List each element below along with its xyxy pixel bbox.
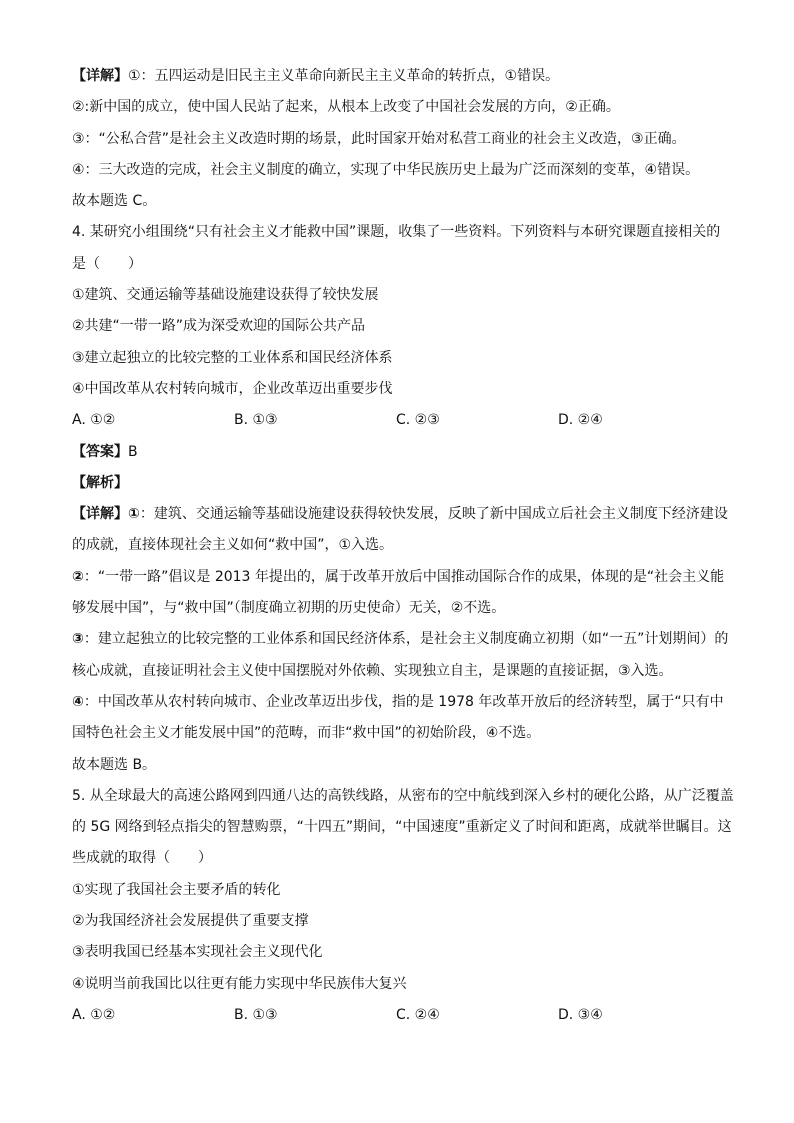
q5-option-c: C. ②④ xyxy=(396,1006,440,1023)
q5-item-2: ②为我国经济社会发展提供了重要支撑 xyxy=(72,913,309,930)
q4-detail-2-text: ：“一带一路”倡议是 2013 年提出的，属于改革开放后中国推动国际合作的成果，体现的是“社会主义能够发展中国”，与“救中国”（制度确立初期的历史使命）无关，②不选。 xyxy=(72,568,725,617)
q3-detail-line-2: ②:新中国的成立，使中国人民站了起来，从根本上改变了中国社会发展的方向，②正确。 xyxy=(72,99,620,116)
detail-tag: 【详解】 xyxy=(72,506,128,523)
answer-tag: 【答案】 xyxy=(72,443,128,460)
q5-stem: 5. 从全球最大的高速公路网到四通八达的高铁线路，从密布的空中航线到深入乡村的硬化公路，从广泛覆盖的 5G 网络到轻点指尖的智慧购票，“十四五”期间，“中国速度”重新定义了时间和距离，成就举世瞩目。这些成就的取得（ ） xyxy=(72,787,734,867)
q5-options xyxy=(72,1000,734,1031)
marker-4: ④ xyxy=(72,693,84,710)
q4-detail-3 xyxy=(72,624,734,687)
q4-detail-2 xyxy=(72,562,734,625)
q5-item-3: ③表明我国已经基本实现社会主义现代化 xyxy=(72,944,323,961)
q4-answer xyxy=(72,437,734,468)
marker-3: ③ xyxy=(72,631,84,648)
answer-value: B xyxy=(128,443,138,460)
q5-option-a: A. ①② xyxy=(72,1006,116,1023)
q4-detail-1-text: ：建筑、交通运输等基础设施建设获得较快发展，反映了新中国成立后社会主义制度下经济建设的成就，直接体现社会主义如何“救中国”，①入选。 xyxy=(72,506,728,554)
q4-item-3: ③建立起独立的比较完整的工业体系和国民经济体系 xyxy=(72,349,393,366)
q4-option-b: B. ①③ xyxy=(234,412,278,429)
question-4 xyxy=(72,217,734,780)
question-5 xyxy=(72,781,734,1031)
q5-item-1: ①实现了我国社会主要矛盾的转化 xyxy=(72,881,281,898)
q4-item-4: ④中国改革从农村转向城市，企业改革迈出重要步伐 xyxy=(72,380,393,397)
q3-detail-line-1 xyxy=(72,61,734,92)
q4-detail-1 xyxy=(72,499,734,562)
q4-analysis-heading xyxy=(72,468,734,499)
q3-detail-line-3: ③：“公私合营”是社会主义改造时期的场景，此时国家开始对私营工商业的社会主义改造，③正确。 xyxy=(72,130,686,147)
q4-option-c: C. ②③ xyxy=(396,412,440,429)
q4-stem: 4. 某研究小组围绕“只有社会主义才能救中国”课题，收集了一些资料。下列资料与本研究课题直接相关的是（ ） xyxy=(72,224,721,272)
q4-conclusion: 故本题选 B。 xyxy=(72,756,157,773)
q3-conclusion: 故本题选 C。 xyxy=(72,193,157,210)
marker-2: ② xyxy=(72,568,84,585)
q3-analysis xyxy=(72,61,734,217)
q5-option-d: D. ③④ xyxy=(558,1006,603,1023)
q4-detail-4 xyxy=(72,687,734,750)
analysis-tag: 【解析】 xyxy=(72,474,128,491)
q5-item-4: ④说明当前我国比以往更有能力实现中华民族伟大复兴 xyxy=(72,975,407,992)
q4-detail-4-text: ：中国改革从农村转向城市、企业改革迈出步伐，指的是 1978 年改革开放后的经济转型，属于“只有中国特色社会主义才能发展中国”的范畴，而非“救中国”的初始阶段，④不选。 xyxy=(72,693,724,742)
marker-1: ① xyxy=(128,506,140,523)
q3-detail-text-1: ①：五四运动是旧民主主义革命向新民主主义革命的转折点，①错误。 xyxy=(128,68,560,84)
q4-options xyxy=(72,405,734,436)
q4-option-d: D. ②④ xyxy=(558,412,603,429)
q3-detail-line-4: ④：三大改造的完成，社会主义制度的确立，实现了中华民族历史上最为广泛而深刻的变革，④错误。 xyxy=(72,161,700,178)
detail-tag: 【详解】 xyxy=(72,68,128,84)
q4-detail-3-text: ：建立起独立的比较完整的工业体系和国民经济体系，是社会主义制度确立初期（如“一五”计划期间）的核心成就，直接证明社会主义使中国摆脱对外依赖、实现独立自主，是课题的直接证据，③入选。 xyxy=(72,631,729,679)
q4-item-1: ①建筑、交通运输等基础设施建设获得了较快发展 xyxy=(72,287,379,304)
q5-option-b: B. ①③ xyxy=(234,1006,278,1023)
q4-item-2: ②共建“一带一路”成为深受欢迎的国际公共产品 xyxy=(72,318,366,335)
q4-option-a: A. ①② xyxy=(72,412,116,429)
